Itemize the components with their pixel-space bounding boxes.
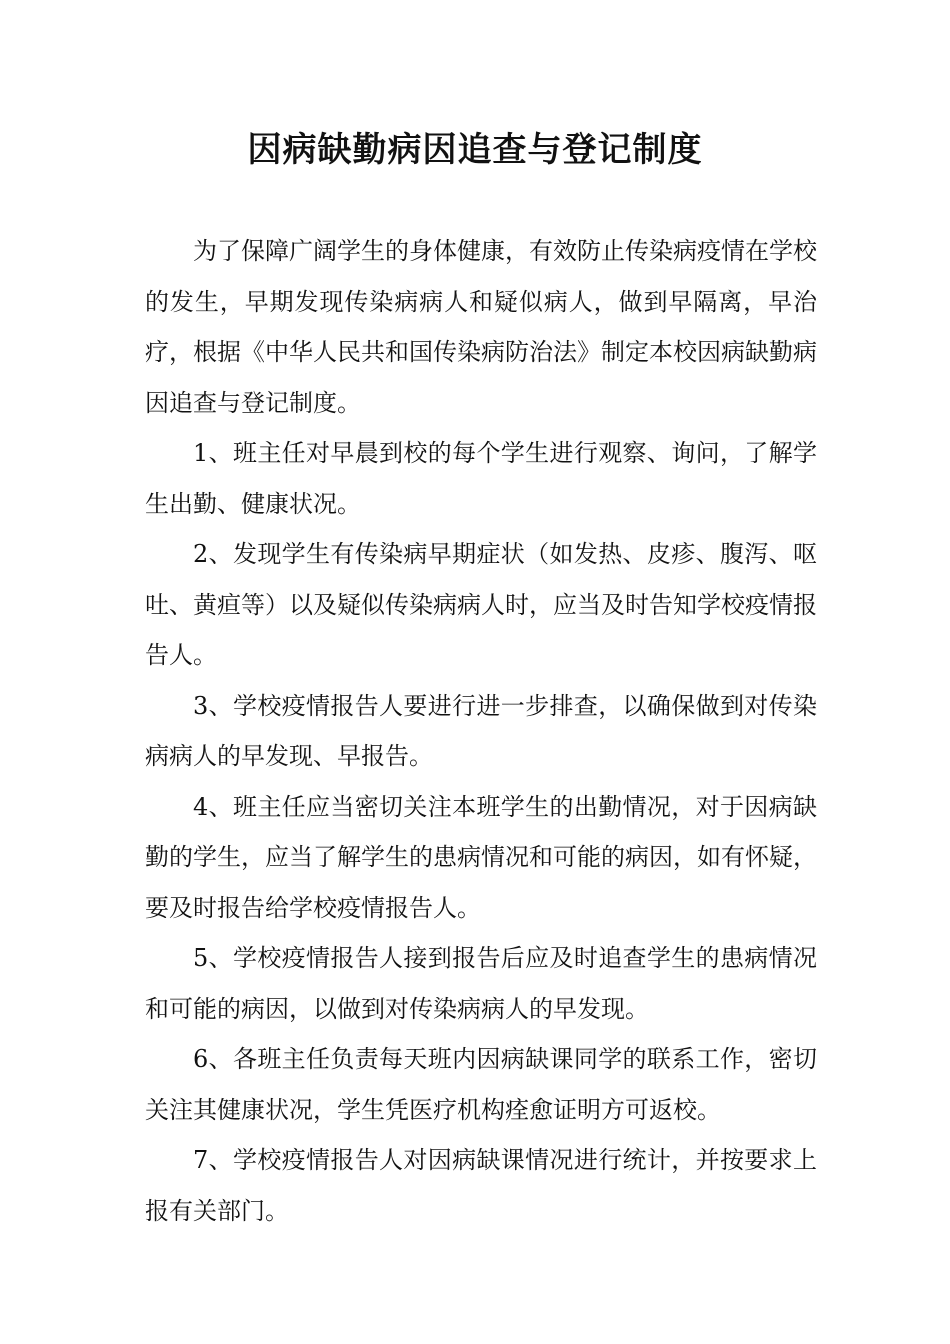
document-title: 因病缺勤病因追查与登记制度 <box>247 130 703 170</box>
paragraph-item-5: 5、学校疫情报告人接到报告后应及时追查学生的患病情况和可能的病因，以做到对传染病病人的早发现。 <box>145 944 817 1023</box>
paragraph-item-7: 7、学校疫情报告人对因病缺课情况进行统计，并按要求上报有关部门。 <box>145 1146 817 1225</box>
paragraph-item-1: 1、班主任对早晨到校的每个学生进行观察、询问，了解学生出勤、健康状况。 <box>145 439 817 518</box>
paragraph-item-4: 4、班主任应当密切关注本班学生的出勤情况，对于因病缺勤的学生，应当了解学生的患病情况和可能的病因，如有怀疑，要及时报告给学校疫情报告人。 <box>145 792 817 922</box>
paragraph-intro: 为了保障广阔学生的身体健康，有效防止传染病疫情在学校的发生，早期发现传染病病人和疑似病人，做到早隔离，早治疗，根据《中华人民共和国传染病防治法》制定本校因病缺勤病因追查与登记制度。 <box>145 237 817 417</box>
paragraph-item-6: 6、各班主任负责每天班内因病缺课同学的联系工作，密切关注其健康状况，学生凭医疗机构痊愈证明方可返校。 <box>145 1045 817 1124</box>
document-body <box>145 226 817 1236</box>
paragraph-item-3: 3、学校疫情报告人要进行进一步排查，以确保做到对传染病病人的早发现、早报告。 <box>145 691 817 770</box>
paragraph-item-2: 2、发现学生有传染病早期症状（如发热、皮疹、腹泻、呕吐、黄疸等）以及疑似传染病病人时，应当及时告知学校疫情报告人。 <box>145 540 817 669</box>
